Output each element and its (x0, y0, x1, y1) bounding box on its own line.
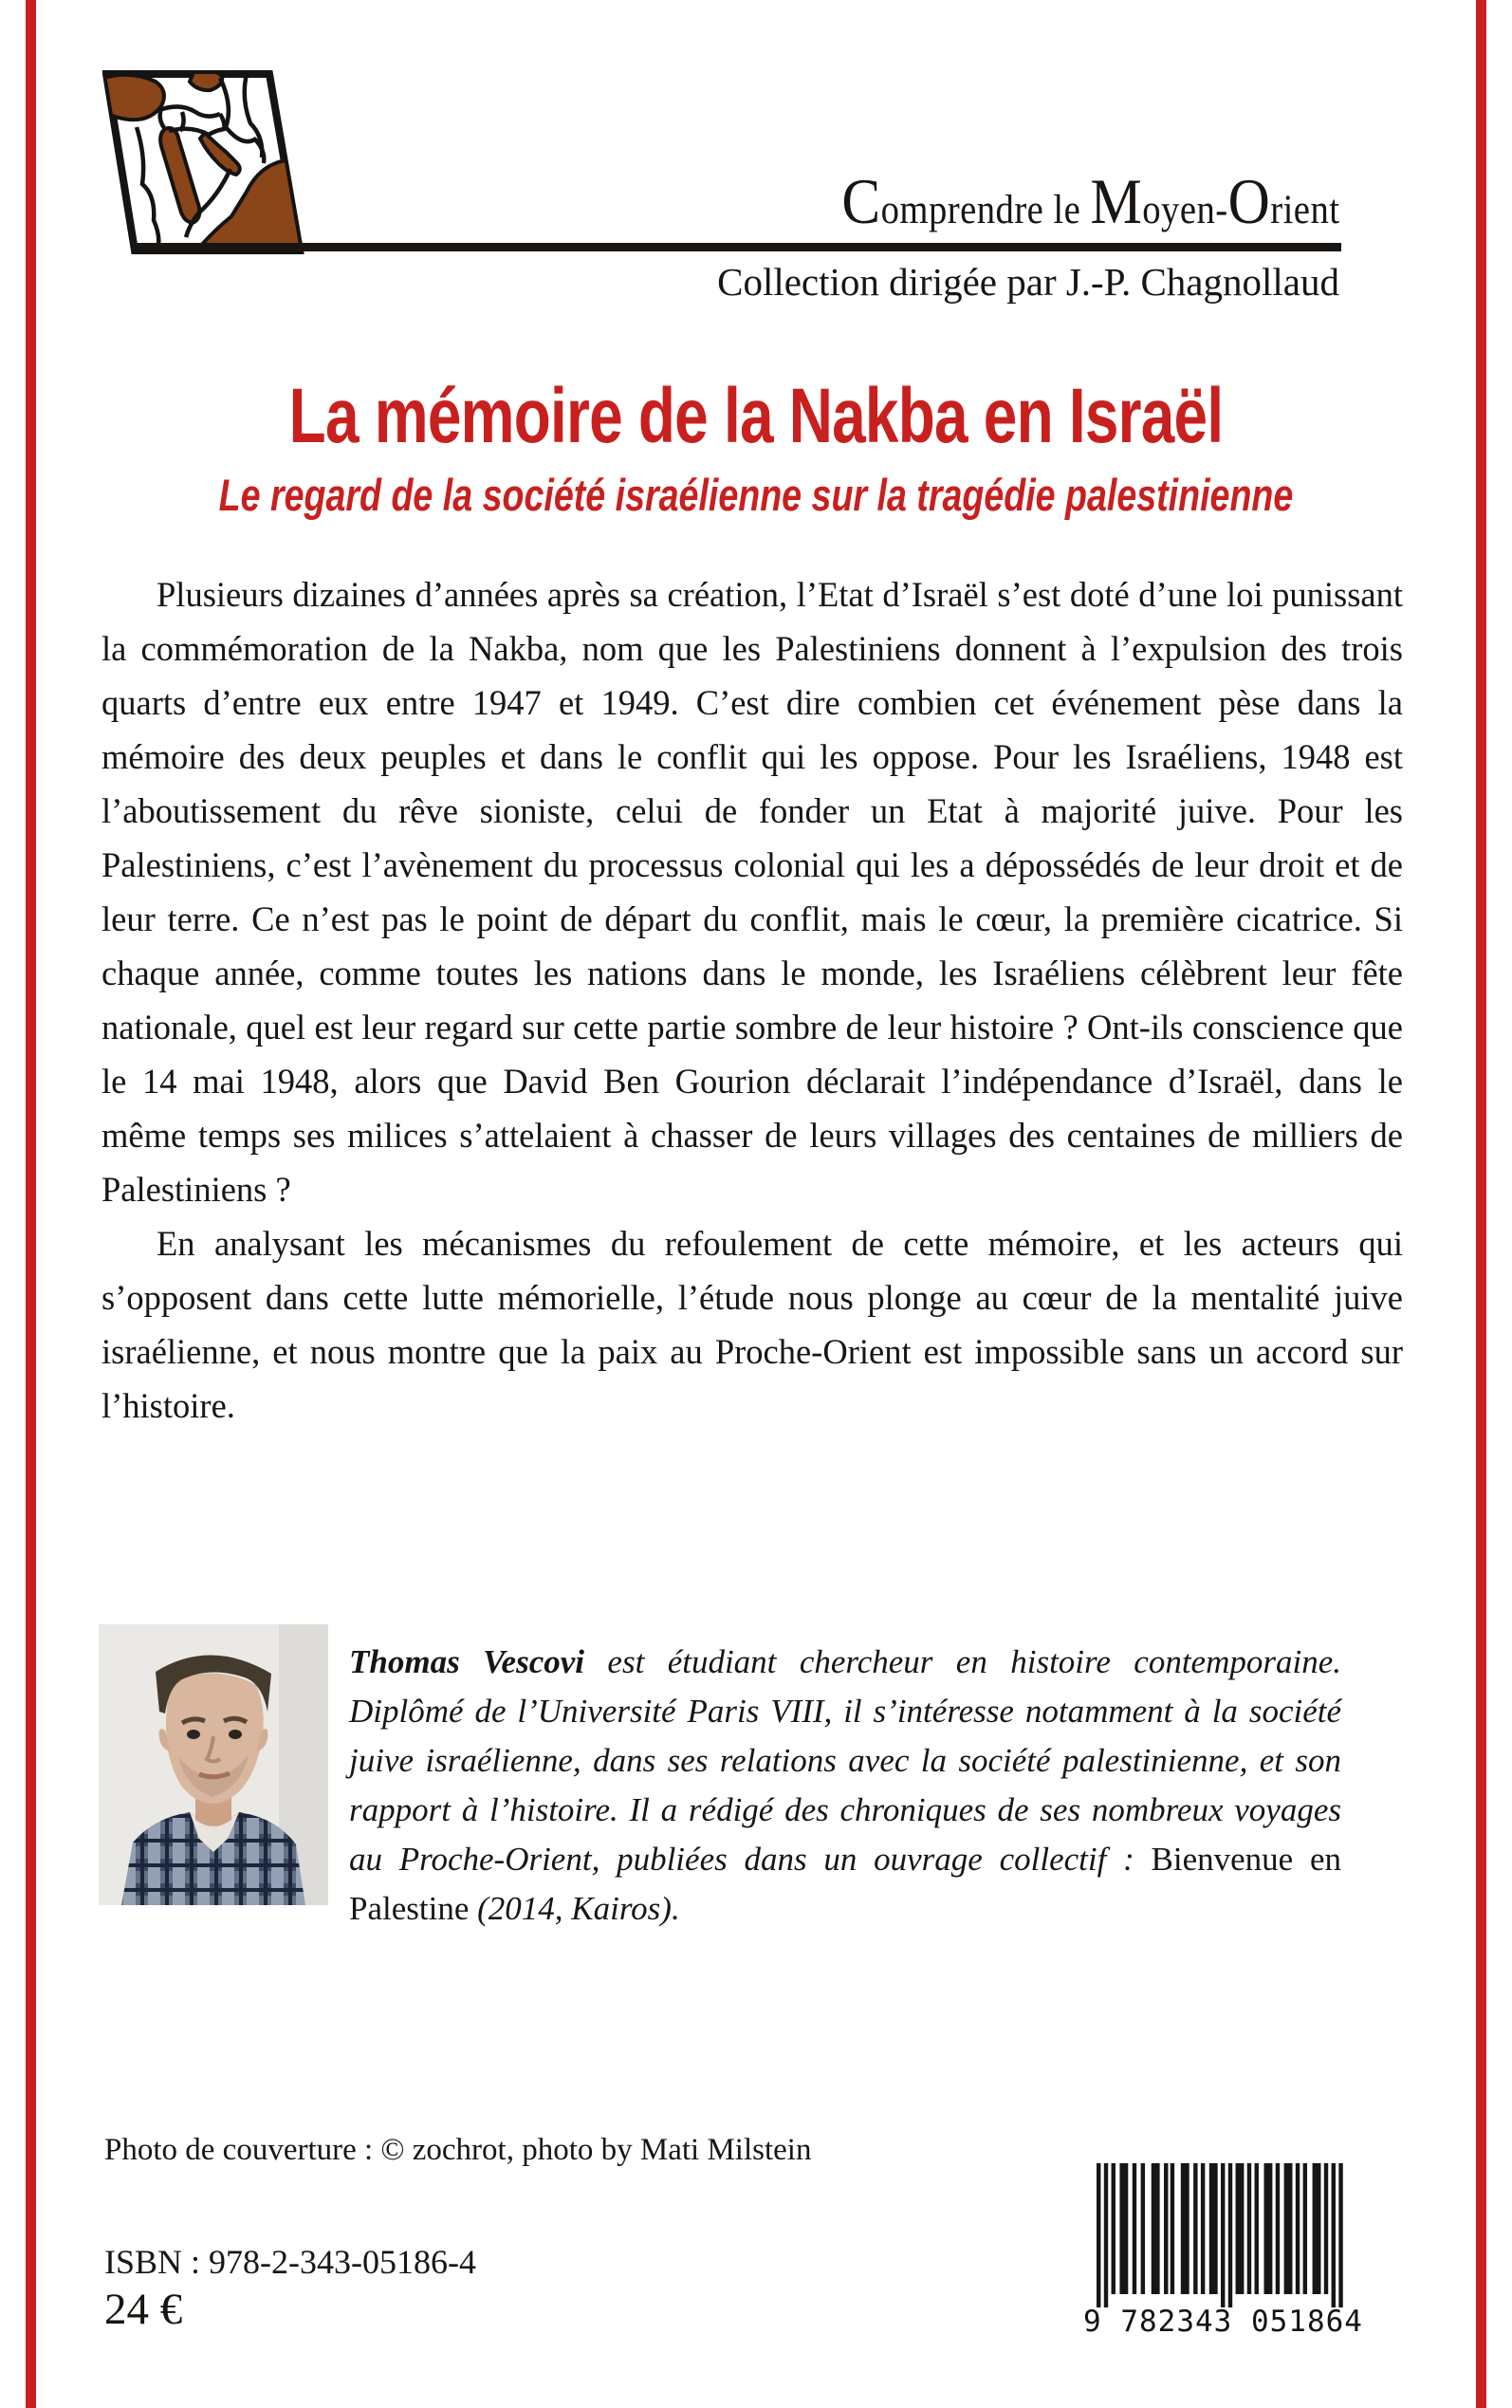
author-book-publisher: (2014, Kairos). (477, 1890, 680, 1927)
author-book-title: Bienvenue en Palestine (349, 1841, 1341, 1927)
ean13-barcode (1083, 2163, 1363, 2339)
blurb-paragraph-1: Plusieurs dizaines d’années après sa création, l’Etat d’Israël s’est doté d’une loi punissant la commémoration de la Nakba, nom que les Palestiniens donnent à l’expulsion des trois quarts d’entre eux entre 1947 et 1949. C’est dire combien cet événement pèse dans la mémoire des deux peuples et dans le conflit qui les oppose. Pour les Israéliens, 1948 est l’aboutissement du rêve sioniste, celui de fonder un Etat à majorité juive. Pour les Palestiniens, c’est l’avènement du processus colonial qui les a dépossédés de leur droit et de leur terre. Ce n’est pas le point de départ du conflit, mais le cœur, la première cicatrice. Si chaque année, comme toutes les nations dans le monde, les Israéliens célèbrent leur fête nationale, quel est leur regard sur cette partie sombre de leur histoire ? Ont-ils conscience que le 14 mai 1948, alors que David Ben Gourion déclarait l’indépendance d’Israël, dans le même temps ses milices s’attelaient à chasser de leurs villages des centaines de milliers de Palestiniens ? (101, 575, 1403, 1209)
author-photo (99, 1624, 328, 1905)
header-divider-rule (131, 243, 1341, 251)
brand-text: omprendre le (880, 188, 1090, 232)
author-name: Thomas Vescovi (349, 1643, 585, 1680)
isbn-number: ISBN : 978-2-343-05186-4 (104, 2243, 476, 2281)
barcode-digits: 9 782343 051864 (1083, 2305, 1363, 2339)
price: 24 € (104, 2285, 183, 2334)
blurb-paragraph-2: En analysant les mécanismes du refoulement de cette mémoire, et les acteurs qui s’opposent dans cette lutte mémorielle, l’étude nous plonge au cœur de la mentalité juive israélienne, et nous montre que la paix au Proche-Orient est impossible sans un accord sur l’histoire. (101, 1224, 1403, 1425)
collection-director-line: Collection dirigée par J.-P. Chagnollaud (717, 260, 1339, 304)
cover-photo-credit: Photo de couverture : © zochrot, photo by Mati Milstein (104, 2133, 812, 2167)
brand-text: rient (1269, 188, 1339, 232)
left-red-edge-rule (26, 0, 36, 2408)
collection-brand (841, 159, 1339, 243)
brand-text: oyen- (1141, 188, 1228, 232)
right-red-edge-rule (1476, 0, 1486, 2408)
barcode-bars (1097, 2163, 1345, 2307)
back-cover-blurb (101, 567, 1403, 1433)
author-bio-text: est étudiant chercheur en histoire contemporaine. Diplômé de l’Université Paris VIII, il s’intéresse notamment à la société juive israélienne, dans ses relations avec la société palestinienne, et son rapport à l’histoire. Il a rédigé des chroniques de ses nombreux voyages au Proche-Orient, publiées dans un ouvrage collectif : (349, 1643, 1341, 1878)
middle-east-map-icon (102, 70, 305, 254)
brand-initial: M (1089, 165, 1142, 237)
author-bio (349, 1638, 1341, 1934)
brand-initial: C (840, 165, 881, 237)
book-subtitle: Le regard de la société israélienne sur la tragédie palestinienne (218, 470, 1294, 520)
book-title: La mémoire de la Nakba en Israël (288, 373, 1224, 459)
brand-initial: O (1227, 165, 1270, 237)
